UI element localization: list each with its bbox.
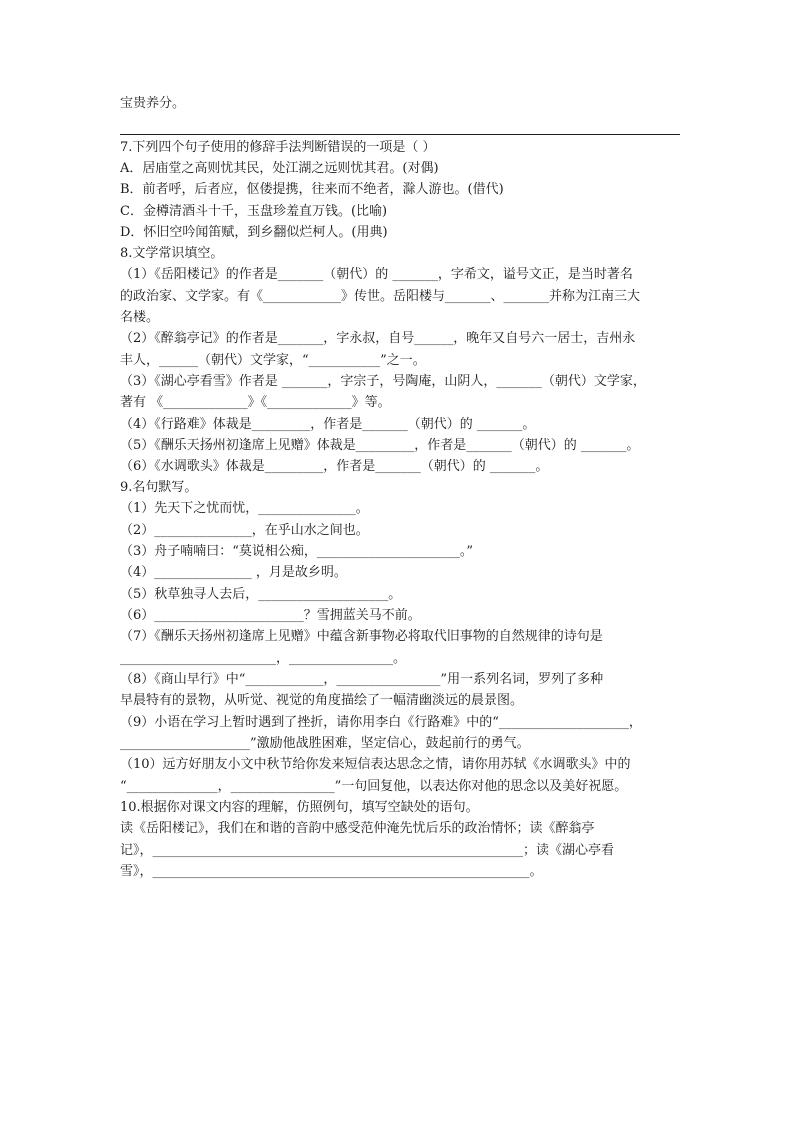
q8-line: （6）《水调歌头》体裁是_________，作者是_______（朝代）的 _______。 xyxy=(120,459,549,474)
q7-option-a: A．居庙堂之高则忧其民，处江湖之远则忧其君。(对偶) xyxy=(120,161,439,176)
q9-line: （8）《商山早行》中“____________，________________”用一系列名词，罗列了多种 xyxy=(120,672,604,687)
q8-stem: 8.文学常识填空。 xyxy=(120,246,224,261)
q9-line: （4）_______________ ，月是故乡明。 xyxy=(120,565,347,580)
q9-line: 早晨特有的景物，从听觉、视觉的角度描绘了一幅清幽淡远的晨景图。 xyxy=(120,693,524,708)
q8-line: （4）《行路难》体裁是_________，作者是_______（朝代）的 _______。 xyxy=(120,417,536,432)
q9-line: （9）小语在学习上暂时遇到了挫折，请你用李白《行路难》中的“____________________， xyxy=(120,715,642,730)
q8-line: （5）《酬乐天扬州初逢席上见赠》体裁是_________，作者是_______（朝代）的 _______。 xyxy=(120,438,640,453)
q10-stem: 10.根据你对课文内容的理解，仿照例句，填写空缺处的语句。 xyxy=(120,800,479,815)
q9-line: （1）先天下之忧而忧，_______________。 xyxy=(120,501,369,516)
q8-line: 著有 《_____________》《_____________》等。 xyxy=(120,395,391,410)
q9-line: “______________，________________”一句回复他，以表达你对他的思念以及美好祝愿。 xyxy=(120,779,628,794)
q8-line: 名楼。 xyxy=(120,310,160,325)
q9-line: （5）秋草独寻人去后，____________________。 xyxy=(120,587,402,602)
q10-line: 雪》，__________________________________________________________。 xyxy=(120,864,543,879)
q9-line: （6）_______________________？雪拥蓝关马不前。 xyxy=(120,608,421,623)
q9-line: ____________________”激励他战胜困难，坚定信心，鼓起前行的勇气。 xyxy=(120,736,530,751)
section-divider xyxy=(120,134,680,135)
q8-line: （3）《湖心亭看雪》作者是 _______，字宗子，号陶庵，山阴人，_______（朝代）文学家， xyxy=(120,374,646,389)
q8-line: （2）《醉翁亭记》的作者是_______，字永叔，自号______，晚年又自号六一居士，吉州永 xyxy=(120,331,636,346)
q7-option-c: C．金樽清酒斗十千，玉盘珍羞直万钱。(比喻) xyxy=(120,204,388,219)
q8-line: （1）《岳阳楼记》的作者是_______（朝代）的 _______，字希文，谥号文正，是当时著名 xyxy=(120,267,633,282)
q8-line: 丰人，______（朝代）文学家，“___________”之一。 xyxy=(120,353,426,368)
q9-line: ________________________，________________。 xyxy=(120,651,406,666)
q7-option-b: B．前者呼，后者应，伛偻提携，往来而不绝者，滁人游也。(借代) xyxy=(120,182,504,197)
q8-line: 的政治家、文学家。有《____________》传世。岳阳楼与_______、_______并称为江南三大 xyxy=(120,289,641,304)
top-fragment: 宝贵养分。 xyxy=(120,96,186,111)
q7-option-d: D．怀旧空吟闻笛赋，到乡翻似烂柯人。(用典) xyxy=(120,225,388,240)
q9-stem: 9.名句默写。 xyxy=(120,480,198,495)
q10-line: 读《岳阳楼记》，我们在和谐的音韵中感受范仲淹先忧后乐的政治情怀；读《醉翁亭 xyxy=(120,821,595,836)
q7-stem: 7.下列四个句子使用的修辞手法判断错误的一项是（ ） xyxy=(120,140,436,155)
q9-line: （3）舟子喃喃曰：“莫说相公痴，______________________。” xyxy=(120,544,474,559)
q9-line: （7）《酬乐天扬州初逢席上见赠》中蕴含新事物必将取代旧事物的自然规律的诗句是 xyxy=(120,629,603,644)
q9-line: （2）_______________，在乎山水之间也。 xyxy=(120,523,369,538)
q10-line: 记》，_________________________________________________________；读《湖心亭看 xyxy=(120,843,615,858)
q9-line: （10）远方好朋友小文中秋节给你发来短信表达思念之情，请你用苏轼《水调歌头》中的 xyxy=(120,757,631,772)
